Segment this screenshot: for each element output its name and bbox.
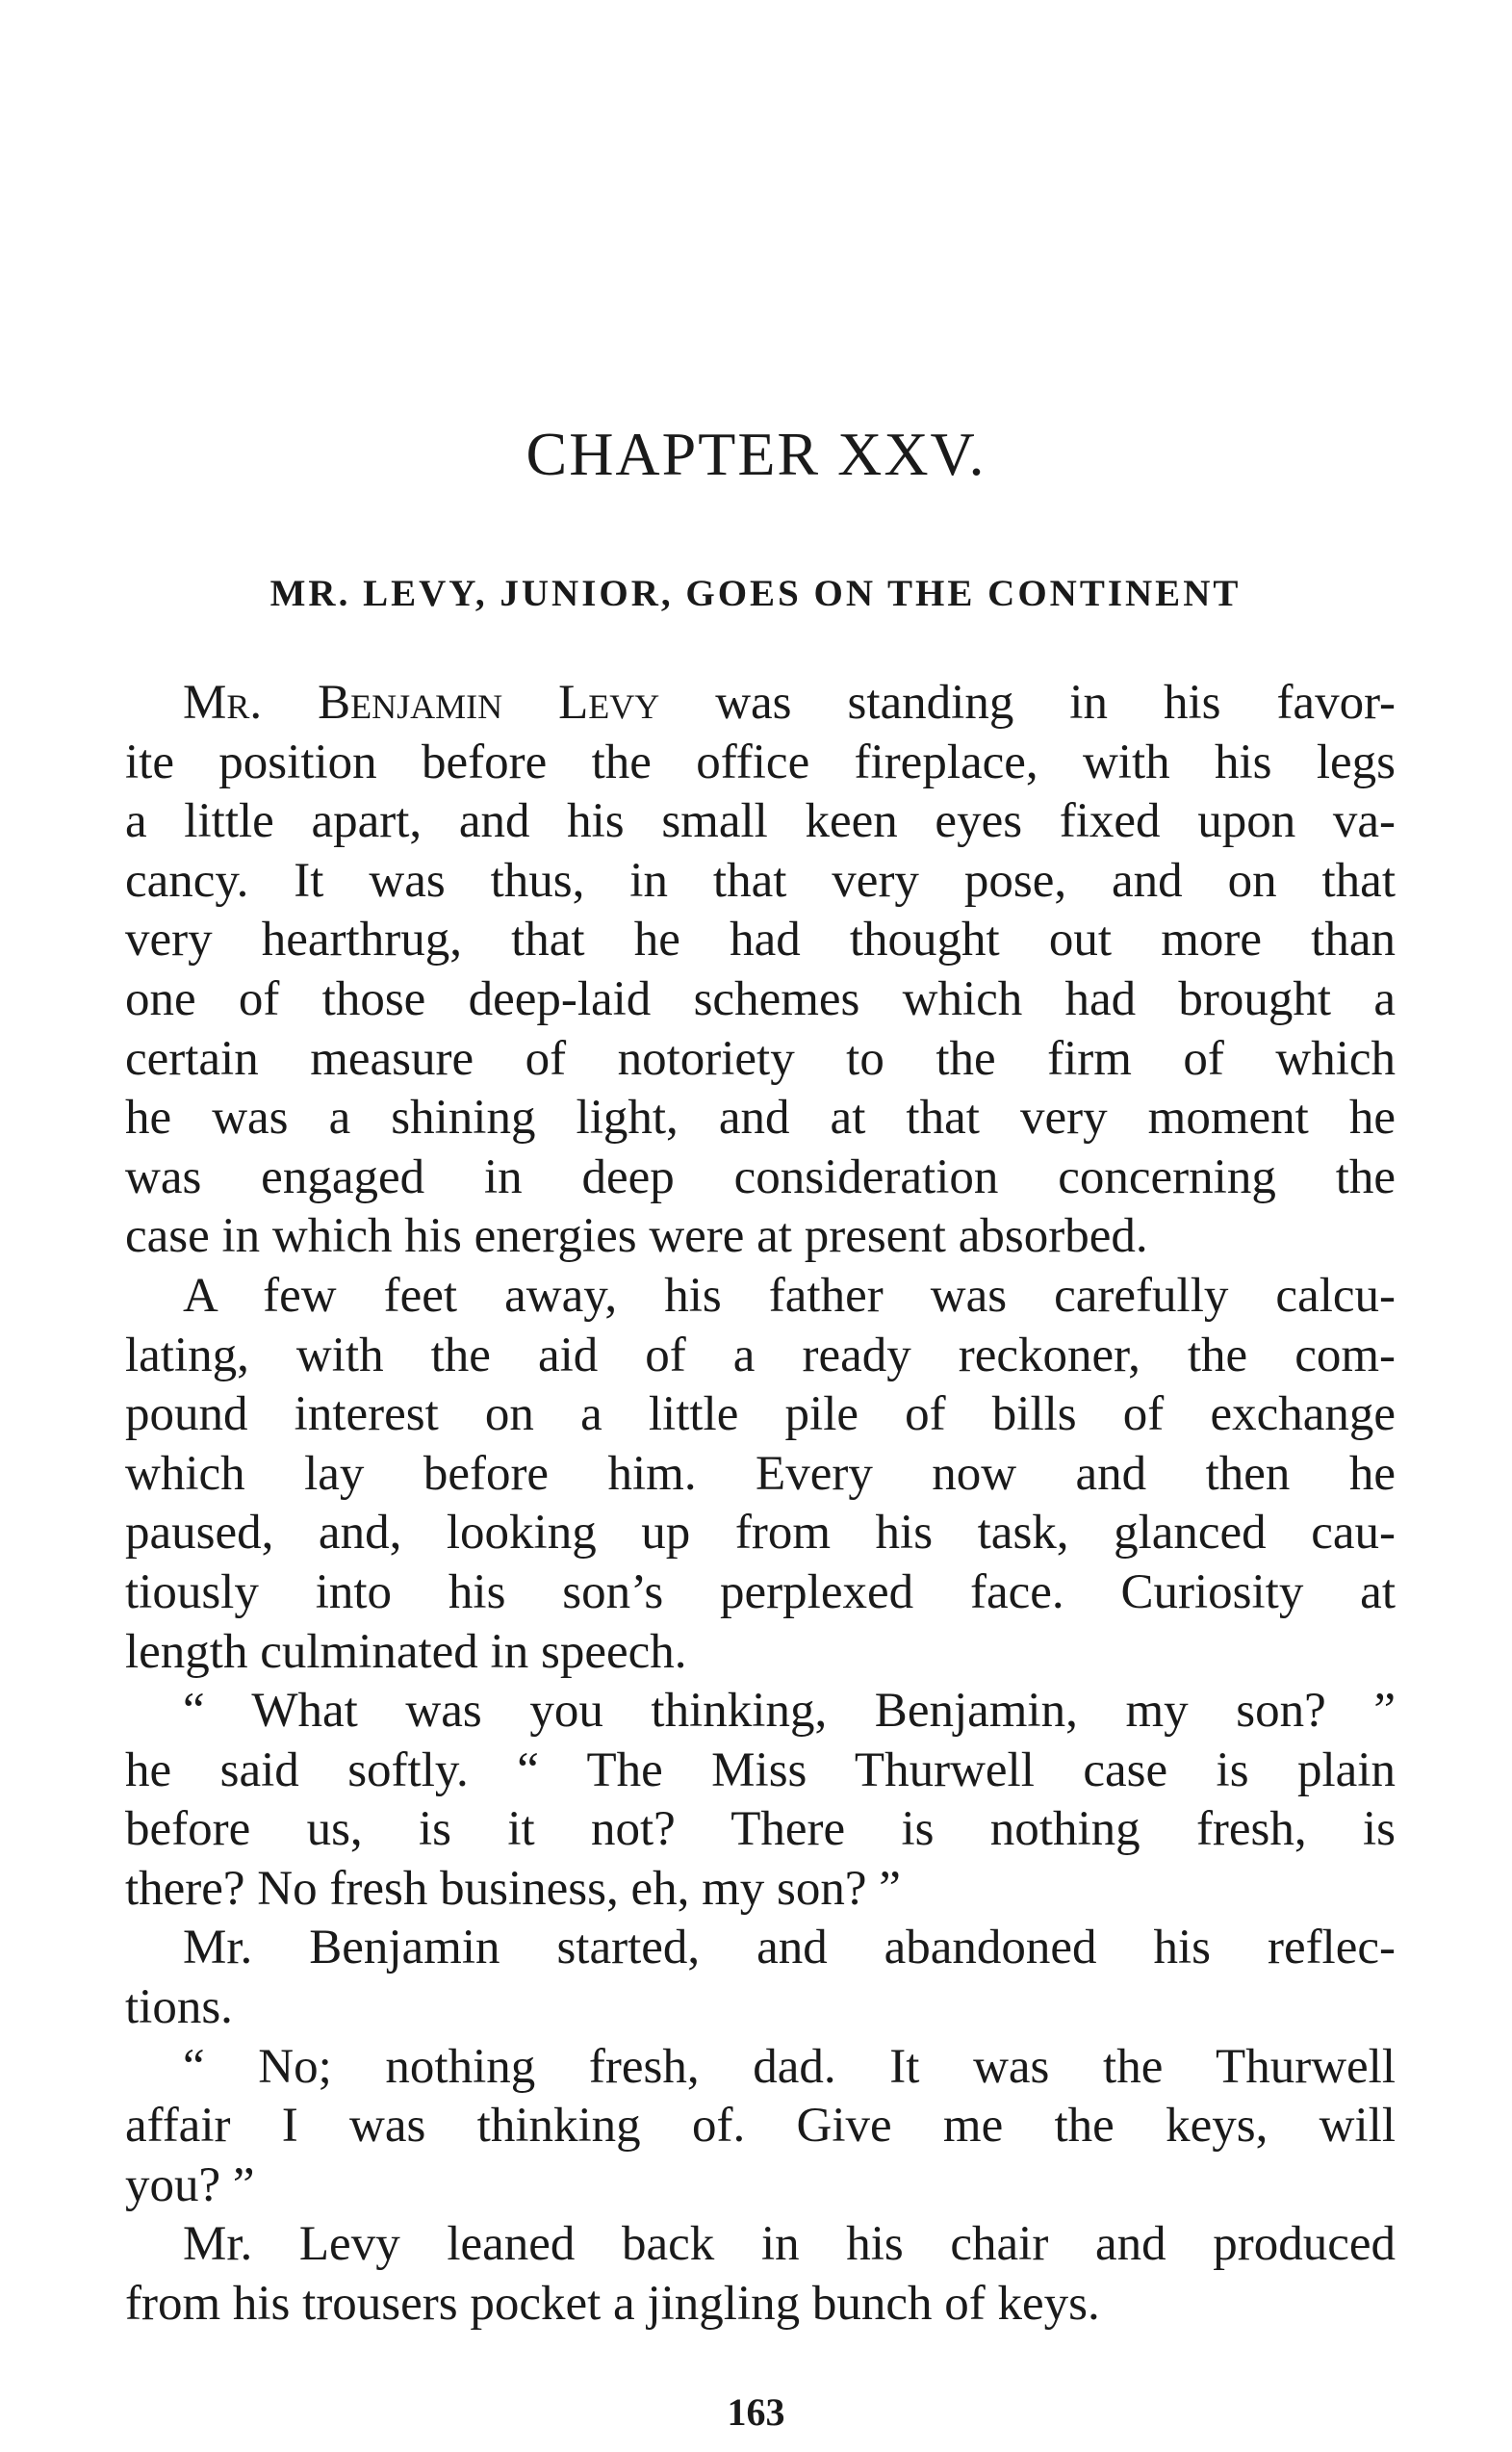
page-number: 163 — [727, 2390, 785, 2434]
text-line: certain measure of notoriety to the firm of which — [125, 1031, 1396, 1086]
text-line: “ What was you thinking, Benjamin, my son? ” — [183, 1684, 1396, 1739]
text-line: very hearthrug, that he had thought out more than — [125, 913, 1396, 968]
paragraph — [125, 2038, 1396, 2216]
text-line: case in which his energies were at present absorbed. — [125, 1209, 1148, 1264]
paragraph — [125, 1267, 1396, 1682]
text-line: cancy. It was thus, in that very pose, and on that — [125, 853, 1396, 908]
text-line: which lay before him. Every now and then he — [125, 1446, 1396, 1501]
text-line: he said softly. “ The Miss Thurwell case is plain — [125, 1742, 1396, 1797]
line-text: was standing in his favor- — [659, 676, 1397, 730]
text-line: length culminated in speech. — [125, 1624, 687, 1679]
text-line: Mr. Benjamin started, and abandoned his reflec- — [183, 1921, 1396, 1975]
text-line: one of those deep-laid schemes which had brought a — [125, 971, 1396, 1026]
body-text — [125, 674, 1396, 2335]
text-line: he was a shining light, and at that very moment he — [125, 1091, 1396, 1146]
text-line — [125, 674, 1396, 734]
text-line: a little apart, and his small keen eyes fixed upon va- — [125, 794, 1396, 849]
text-line: tions. — [125, 1980, 233, 2035]
text-line: you? ” — [125, 2157, 255, 2212]
chapter-title: CHAPTER XXV. — [525, 420, 987, 488]
paragraph — [125, 674, 1396, 1267]
text-line: before us, is it not? There is nothing fresh, is — [125, 1802, 1396, 1857]
text-line: there? No fresh business, eh, my son? ” — [125, 1861, 901, 1916]
text-line: lating, with the aid of a ready reckoner, the com- — [125, 1328, 1396, 1382]
text-line: affair I was thinking of. Give me the keys, will — [125, 2099, 1396, 2154]
text-line: tiously into his son’s perplexed face. Curiosity at — [125, 1564, 1396, 1619]
text-line: Mr. Levy leaned back in his chair and produced — [183, 2217, 1396, 2272]
paragraph — [125, 1682, 1396, 1919]
lead-name: Benjamin Levy — [318, 676, 660, 730]
text-line: pound interest on a little pile of bills of exchange — [125, 1387, 1396, 1442]
text-line: paused, and, looking up from his task, glanced cau- — [125, 1506, 1396, 1561]
text-line: “ No; nothing fresh, dad. It was the Thurwell — [183, 2039, 1396, 2094]
text-line: A few feet away, his father was carefully calcu- — [183, 1268, 1396, 1323]
paragraph — [125, 2215, 1396, 2334]
paragraph — [125, 1919, 1396, 2037]
text-line: from his trousers pocket a jingling bunch of keys. — [125, 2277, 1100, 2332]
chapter-subtitle: MR. LEVY, JUNIOR, GOES ON THE CONTINENT — [269, 573, 1242, 614]
text-line: was engaged in deep consideration concerning the — [125, 1149, 1396, 1204]
lead-mr: Mr. — [183, 676, 319, 730]
text-line: ite position before the office fireplace, with his legs — [125, 735, 1396, 789]
